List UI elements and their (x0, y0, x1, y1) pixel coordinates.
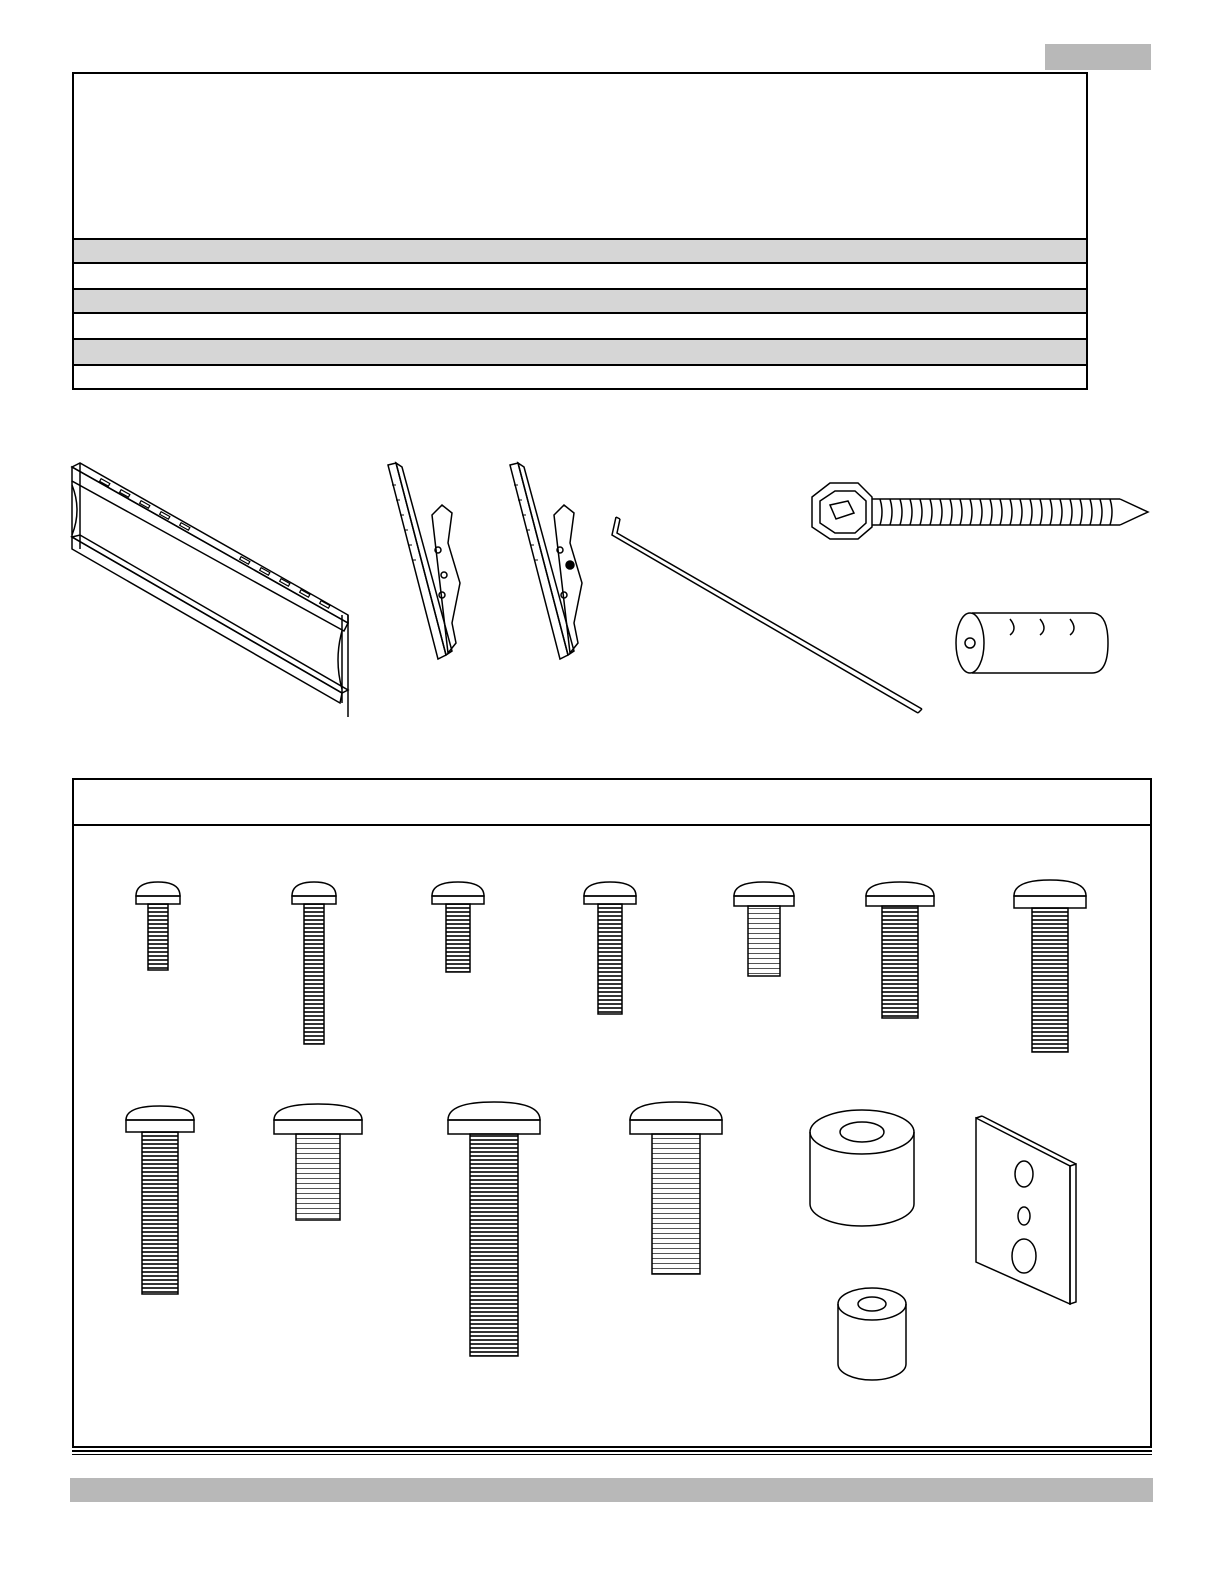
screw-icon (136, 882, 180, 970)
screw-icon (866, 882, 934, 1018)
screw-icon (1014, 880, 1086, 1052)
hardware-box (72, 778, 1152, 1448)
screw-icon (630, 1102, 722, 1274)
bottom-rule (72, 1450, 1152, 1452)
wall-plate-icon (72, 463, 348, 717)
screw-icon (584, 882, 636, 1014)
warning-row-3 (74, 366, 1086, 388)
right-bracket-icon (510, 463, 582, 659)
lag-bolt-icon (812, 483, 1148, 539)
footer-bar (70, 1478, 1153, 1502)
screw-icon (292, 882, 336, 1044)
warning-box (72, 72, 1088, 390)
screw-icon (734, 882, 794, 976)
bottom-rule-thin (72, 1454, 1152, 1455)
warning-row-1 (74, 264, 1086, 288)
spacer-icon (838, 1288, 906, 1380)
hardware-header (74, 780, 1150, 826)
warning-band-2 (74, 288, 1086, 314)
page-number-tab (1045, 44, 1151, 70)
warning-text-area (74, 74, 1086, 238)
screw-icon (448, 1102, 540, 1356)
spacer-icon (810, 1110, 914, 1226)
screw-icon (432, 882, 484, 972)
left-bracket-icon (388, 463, 460, 659)
hardware-figure (74, 826, 1150, 1446)
warning-band-3 (74, 338, 1086, 366)
parts-figure (60, 455, 1170, 735)
warning-band-1 (74, 238, 1086, 264)
screw-icon (274, 1104, 362, 1220)
screw-icon (126, 1106, 194, 1294)
wall-anchor-icon (956, 613, 1108, 673)
washer-plate-icon (976, 1116, 1076, 1304)
hex-key-icon (612, 517, 922, 713)
warning-row-2 (74, 314, 1086, 338)
